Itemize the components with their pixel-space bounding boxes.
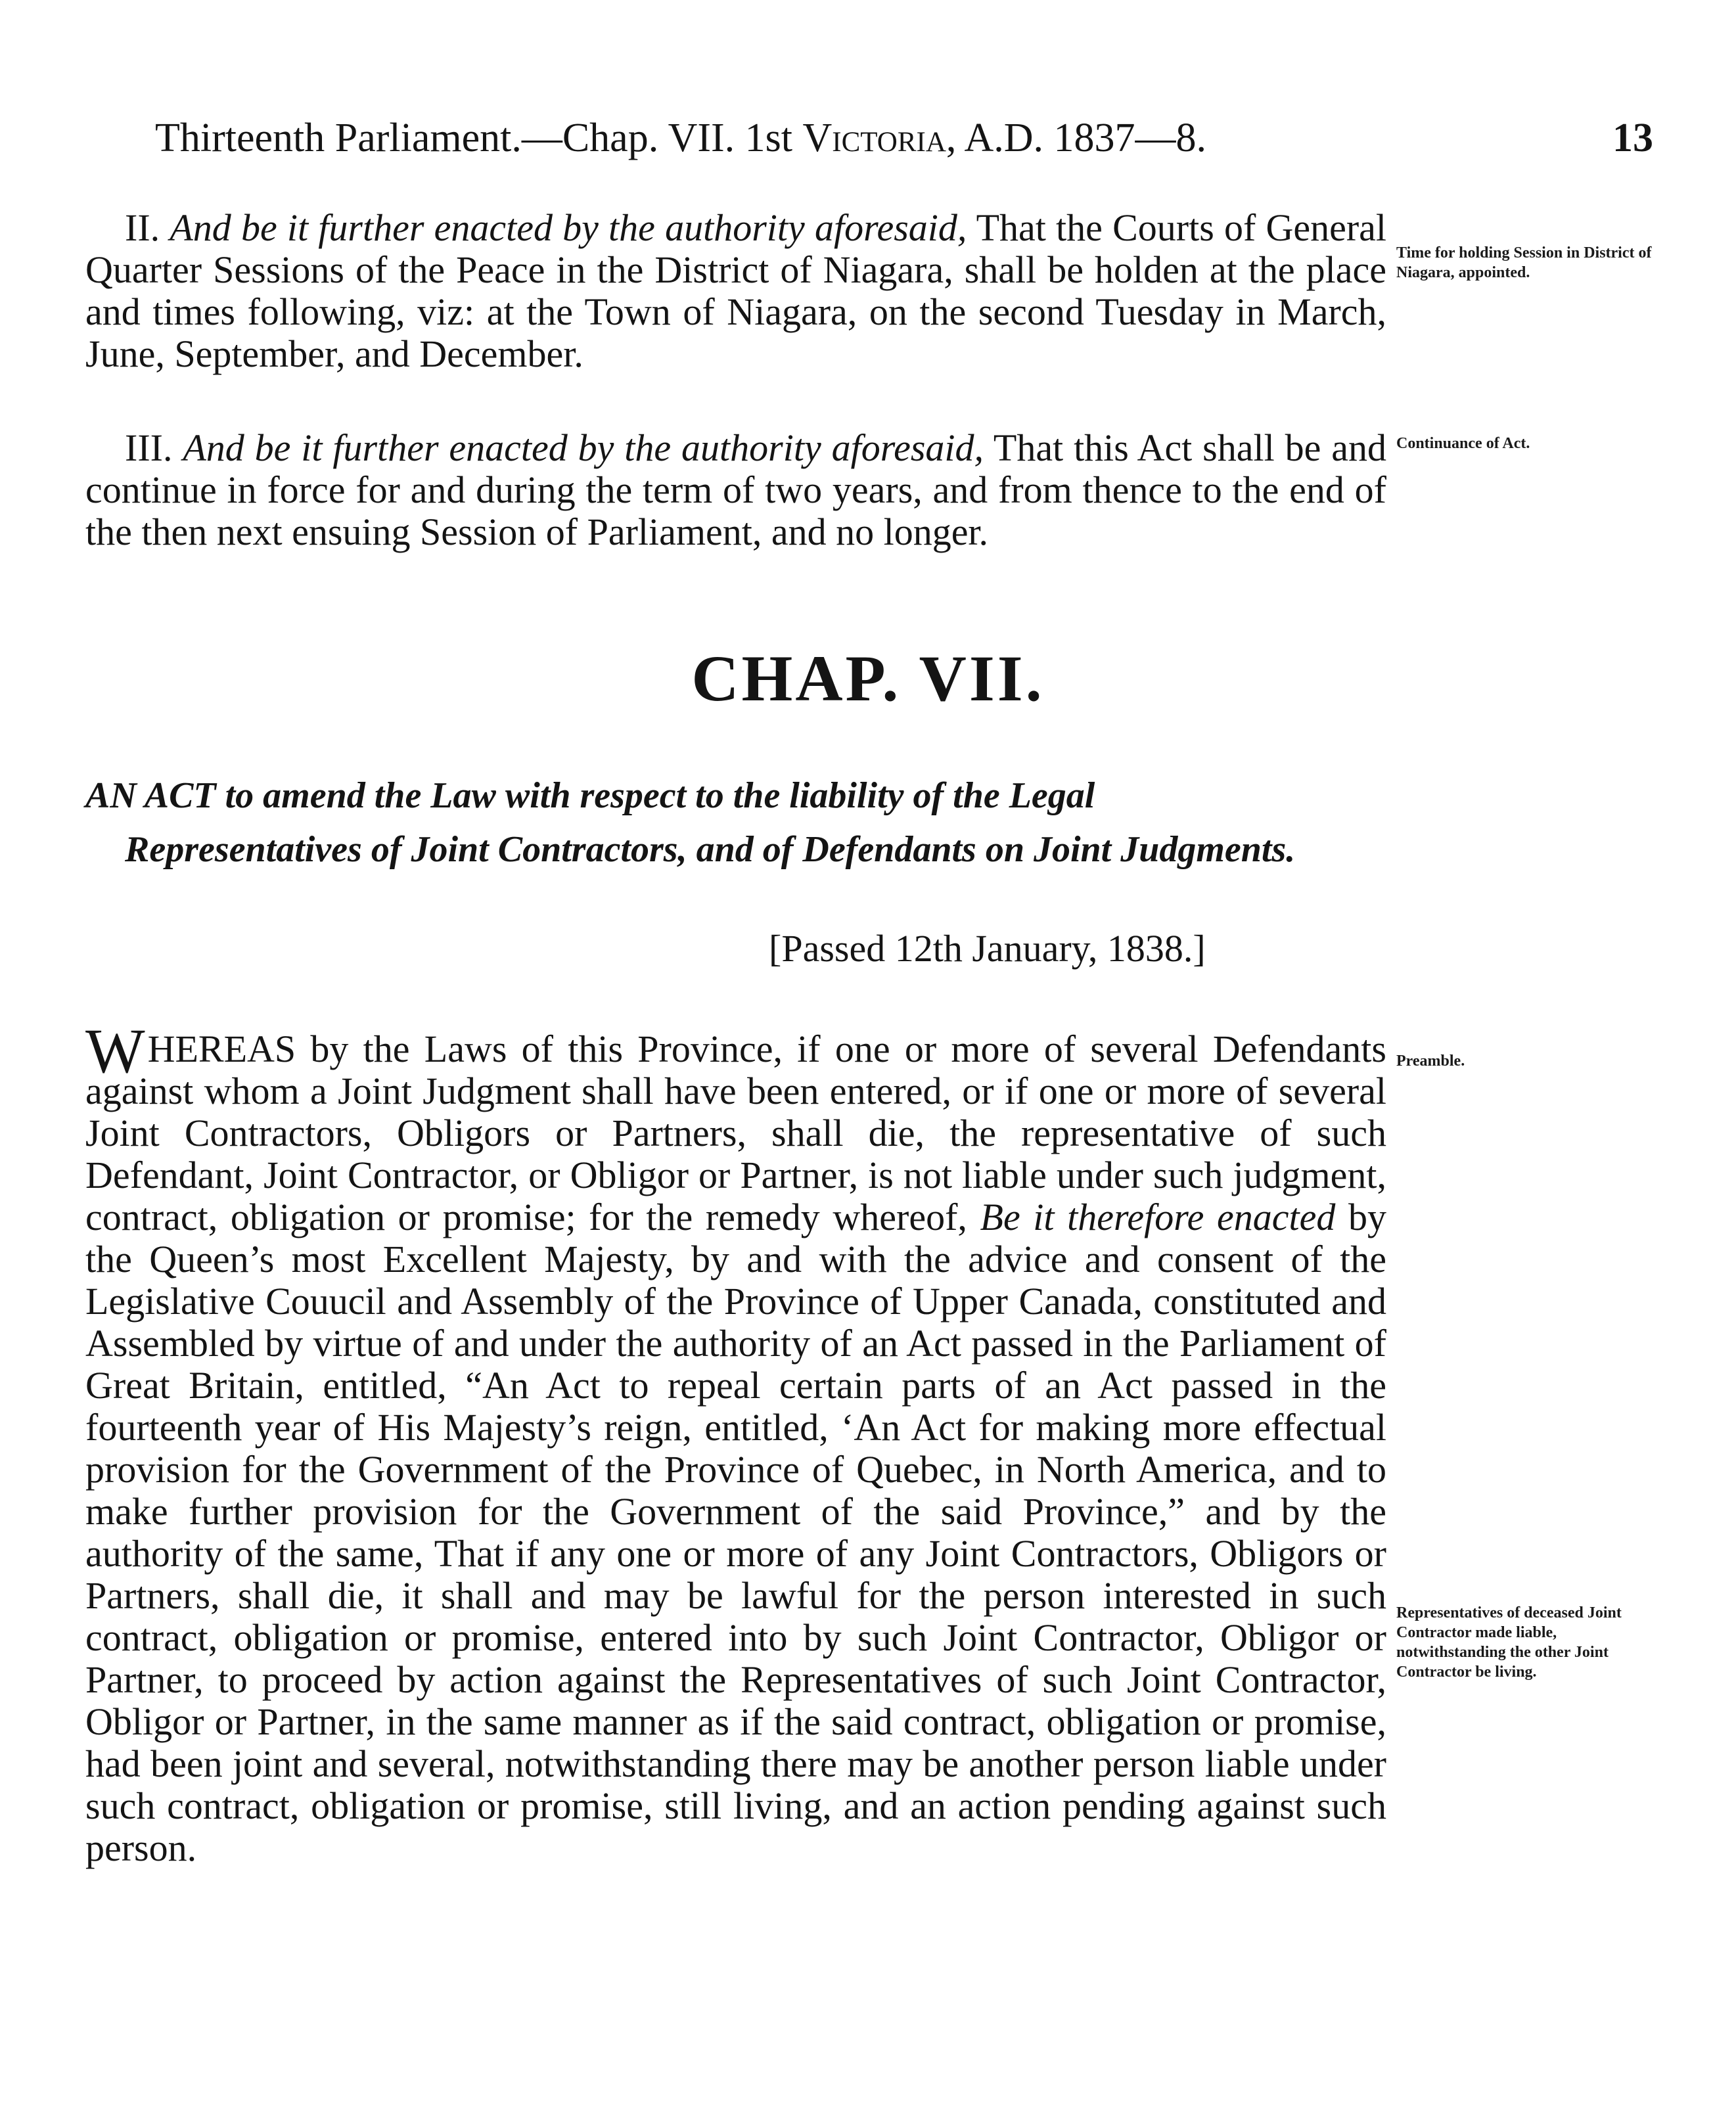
- chapter-heading: CHAP. VII.: [691, 642, 1045, 715]
- section-3: [85, 427, 1386, 553]
- preamble-text: WHEREAS by the Laws of this Province, if one or more of several Defendants against whom a Joint Judgment shall have been entered, or if one or more of several Joint Contractors, Obligors or Partners, shall die, the representative of such Defendant, Joint Contractor, or Obligor or Partner, is not liable under such judgment, contract, obligation or promise; for the remedy whereof, Be it therefore enacted by the Queen’s most Excellent Majesty, by and with the advice and consent of the Legislative Couucil and Assembly of the Province of Upper Canada, constituted and Assembled by virtue of and under the authority of an Act passed in the Parliament of Great Britain, entitled, “An Act to repeal certain parts of an Act passed in the fourteenth year of His Majesty’s reign, entitled, ‘An Act for making more effectual provision for the Government of the Province of Quebec, in North America, and to make further provision for the Government of the said Province,” and by the authority of the same, That if any one or more of any Joint Contractors, Obligors or Partners, shall die, it shall and may be lawful for the person interested in such contract, obligation or promise, entered into by such Joint Contractor, Obligor or Partner, to proceed by action against the Representatives of such Joint Contractor, Obligor or Partner, in the same manner as if the said contract, obligation or promise, had been joint and several, notwithstanding there may be another person liable under such contract, obligation or promise, still living, and an action pending against such person.: [85, 1016, 1386, 1869]
- section-2-text: II. And be it further enacted by the authority aforesaid, That the Courts of General Quarter Sessions of the Peace in the District of Niagara, shall be holden at the place and times following, viz: at the Town of Niagara, on the second Tuesday in March, June, September, and December.: [85, 206, 1387, 375]
- section-3-text: III. And be it further enacted by the authority aforesaid, That this Act shall be and continue in force for and during the term of two years, and from thence to the end of the then next ensuing Session of Parliament, and no longer.: [85, 426, 1386, 553]
- act-title: AN ACT to amend the Law with respect to the liability of the Legal Representatives of Joint Contractors, and of Defendants on Joint Judgments.: [85, 775, 1296, 870]
- running-head: Thirteenth Parliament.—Chap. VII. 1st Victoria, A.D. 1837—8.: [155, 116, 1207, 160]
- preamble: [85, 1016, 1386, 1869]
- margin-note-representatives: Representatives of deceased Joint Contractor made liable, notwithstanding the other Joint Contractor be living.: [1396, 1604, 1622, 1681]
- margin-note-preamble: Preamble.: [1396, 1053, 1465, 1070]
- page-number: 13: [1612, 116, 1653, 160]
- drop-cap: W: [85, 1016, 145, 1086]
- running-header: [155, 112, 1653, 164]
- margin-note-continuance: Continuance of Act.: [1396, 435, 1530, 452]
- margin-note-sessions: Time for holding Session in District of Niagara, appointed.: [1396, 244, 1652, 281]
- passed-date: [Passed 12th January, 1838.]: [769, 927, 1206, 970]
- section-2: [85, 207, 1386, 375]
